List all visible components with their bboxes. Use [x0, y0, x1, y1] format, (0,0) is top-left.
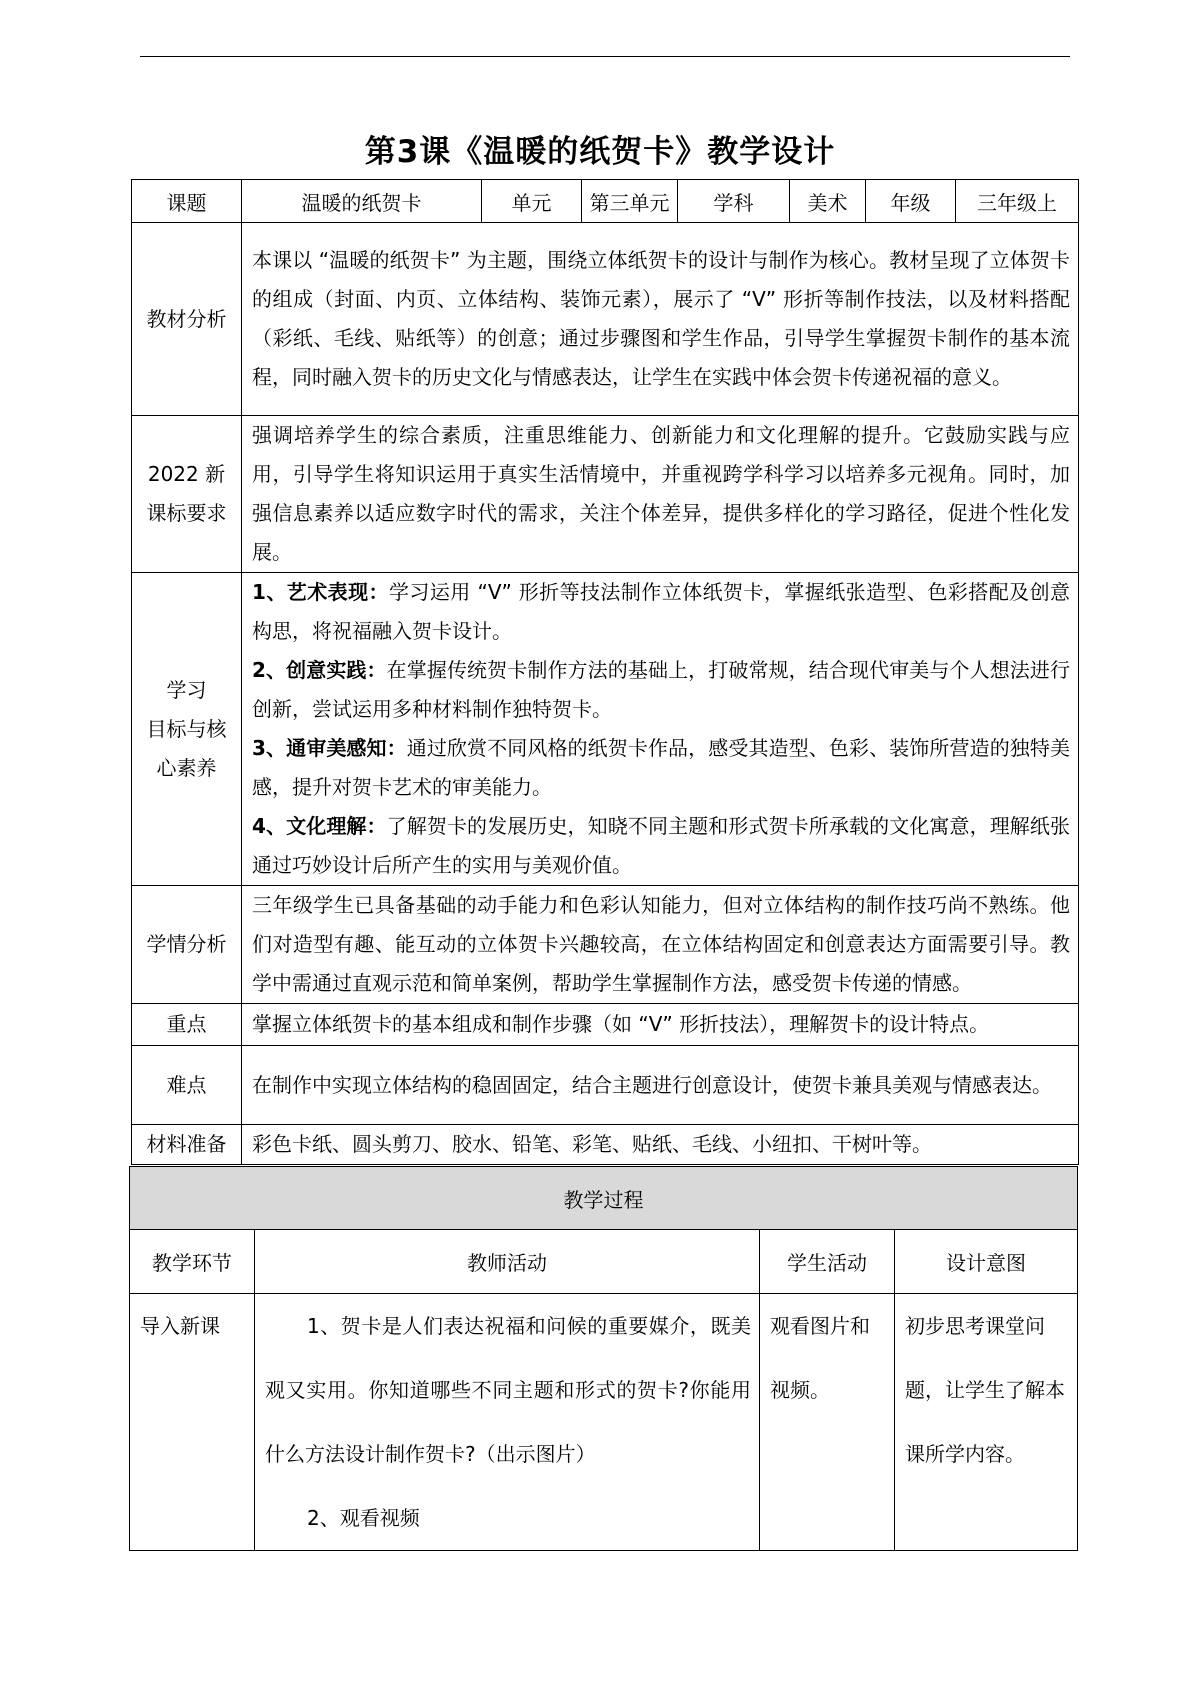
objective-item	[252, 651, 1070, 729]
learner-analysis-row	[132, 886, 1079, 1004]
learner-analysis-label: 学情分析	[132, 886, 242, 1004]
intro-stage: 导入新课	[130, 1294, 255, 1551]
curriculum-label	[132, 416, 242, 573]
objectives-label-line3: 心素养	[156, 755, 217, 780]
objectives-text	[242, 573, 1079, 886]
process-header-row	[130, 1167, 1078, 1230]
objective-item	[252, 729, 1070, 807]
objective-heading: 3、通审美感知：	[252, 736, 407, 760]
grade-value: 三年级上	[956, 180, 1079, 223]
subject-value: 美术	[790, 180, 866, 223]
material-analysis-row	[132, 223, 1079, 416]
curriculum-text: 强调培养学生的综合素质，注重思维能力、创新能力和文化理解的提升。它鼓励实践与应用，引导学生将知识运用于真实生活情境中，并重视跨学科学习以培养多元视角。同时，加强信息素养以适应数字时代的需求，关注个体差异，提供多样化的学习路径，促进个性化发展。	[242, 416, 1079, 573]
subject-label: 学科	[678, 180, 790, 223]
intro-teacher-p2: 2、观看视频	[307, 1506, 420, 1530]
difficulties-label: 难点	[132, 1046, 242, 1125]
difficulties-text: 在制作中实现立体结构的稳固固定，结合主题进行创意设计，使贺卡兼具美观与情感表达。	[242, 1046, 1079, 1125]
info-row	[132, 180, 1079, 223]
curriculum-row	[132, 416, 1079, 573]
learner-analysis-text: 三年级学生已具备基础的动手能力和色彩认知能力，但对立体结构的制作技巧尚不熟练。他们对造型有趣、能互动的立体贺卡兴趣较高，在立体结构固定和创意表达方面需要引导。教学中需通过直观示范和简单案例，帮助学生掌握制作方法，感受贺卡传递的情感。	[242, 886, 1079, 1004]
lesson-info-table	[131, 179, 1079, 1165]
objective-heading: 2、创意实践：	[252, 658, 387, 682]
header-rule	[140, 56, 1070, 57]
topic-value: 温暖的纸贺卡	[242, 180, 482, 223]
objective-item	[252, 807, 1070, 885]
topic-label: 课题	[132, 180, 242, 223]
grade-label: 年级	[866, 180, 956, 223]
materials-text: 彩色卡纸、圆头剪刀、胶水、铅笔、彩笔、贴纸、毛线、小纽扣、干树叶等。	[242, 1125, 1079, 1165]
intro-design-intent: 初步思考课堂问题，让学生了解本课所学内容。	[895, 1294, 1078, 1551]
material-analysis-label: 教材分析	[132, 223, 242, 416]
objective-body: 学习运用 “V” 形折等技法制作立体纸贺卡，掌握纸张造型、色彩搭配及创意构思，将祝福融入贺卡设计。	[252, 580, 1070, 643]
intro-teacher-activity	[255, 1294, 760, 1551]
column-teacher: 教师活动	[255, 1230, 760, 1294]
objective-body: 了解贺卡的发展历史，知晓不同主题和形式贺卡所承载的文化寓意，理解纸张通过巧妙设计后所产生的实用与美观价值。	[252, 814, 1071, 877]
key-points-label: 重点	[132, 1004, 242, 1046]
objective-body: 在掌握传统贺卡制作方法的基础上，打破常规，结合现代审美与个人想法进行创新，尝试运用多种材料制作独特贺卡。	[252, 658, 1071, 721]
materials-row	[132, 1125, 1079, 1165]
objectives-label-line1: 学习	[166, 677, 207, 702]
objective-heading: 1、艺术表现：	[252, 580, 389, 604]
objectives-label-line2: 目标与核	[146, 716, 227, 741]
objective-heading: 4、文化理解：	[252, 814, 387, 838]
process-header: 教学过程	[130, 1167, 1078, 1230]
objective-item	[252, 573, 1070, 651]
column-student: 学生活动	[760, 1230, 895, 1294]
process-columns-row	[130, 1230, 1078, 1294]
column-stage: 教学环节	[130, 1230, 255, 1294]
intro-teacher-p1: 1、贺卡是人们表达祝福和问候的重要媒介，既美观又实用。你知道哪些不同主题和形式的贺卡?你能用什么方法设计制作贺卡?（出示图片）	[265, 1314, 751, 1466]
key-points-row	[132, 1004, 1079, 1046]
curriculum-label-line1: 2022 新	[147, 462, 226, 486]
unit-value: 第三单元	[582, 180, 678, 223]
unit-label: 单元	[482, 180, 582, 223]
material-analysis-text: 本课以 “温暖的纸贺卡” 为主题，围绕立体纸贺卡的设计与制作为核心。教材呈现了立体贺卡的组成（封面、内页、立体结构、装饰元素），展示了 “V” 形折等制作技法，以及材料搭配（彩纸、毛线、贴纸等）的创意；通过步骤图和学生作品，引导学生掌握贺卡制作的基本流程，同时融入贺卡的历史文化与情感表达，让学生在实践中体会贺卡传递祝福的意义。	[242, 223, 1079, 416]
column-intent: 设计意图	[895, 1230, 1078, 1294]
difficulties-row	[132, 1046, 1079, 1125]
process-row-intro	[130, 1294, 1078, 1551]
objective-body: 通过欣赏不同风格的纸贺卡作品，感受其造型、色彩、装饰所营造的独特美感，提升对贺卡艺术的审美能力。	[252, 736, 1070, 799]
key-points-text: 掌握立体纸贺卡的基本组成和制作步骤（如 “V” 形折技法），理解贺卡的设计特点。	[242, 1004, 1079, 1046]
intro-student-activity: 观看图片和视频。	[760, 1294, 895, 1551]
page-title: 第3课《温暖的纸贺卡》教学设计	[364, 134, 836, 170]
objectives-row	[132, 573, 1079, 886]
teaching-process-table	[129, 1166, 1078, 1551]
objectives-label	[132, 573, 242, 886]
materials-label: 材料准备	[132, 1125, 242, 1165]
curriculum-label-line2: 课标要求	[146, 501, 227, 525]
